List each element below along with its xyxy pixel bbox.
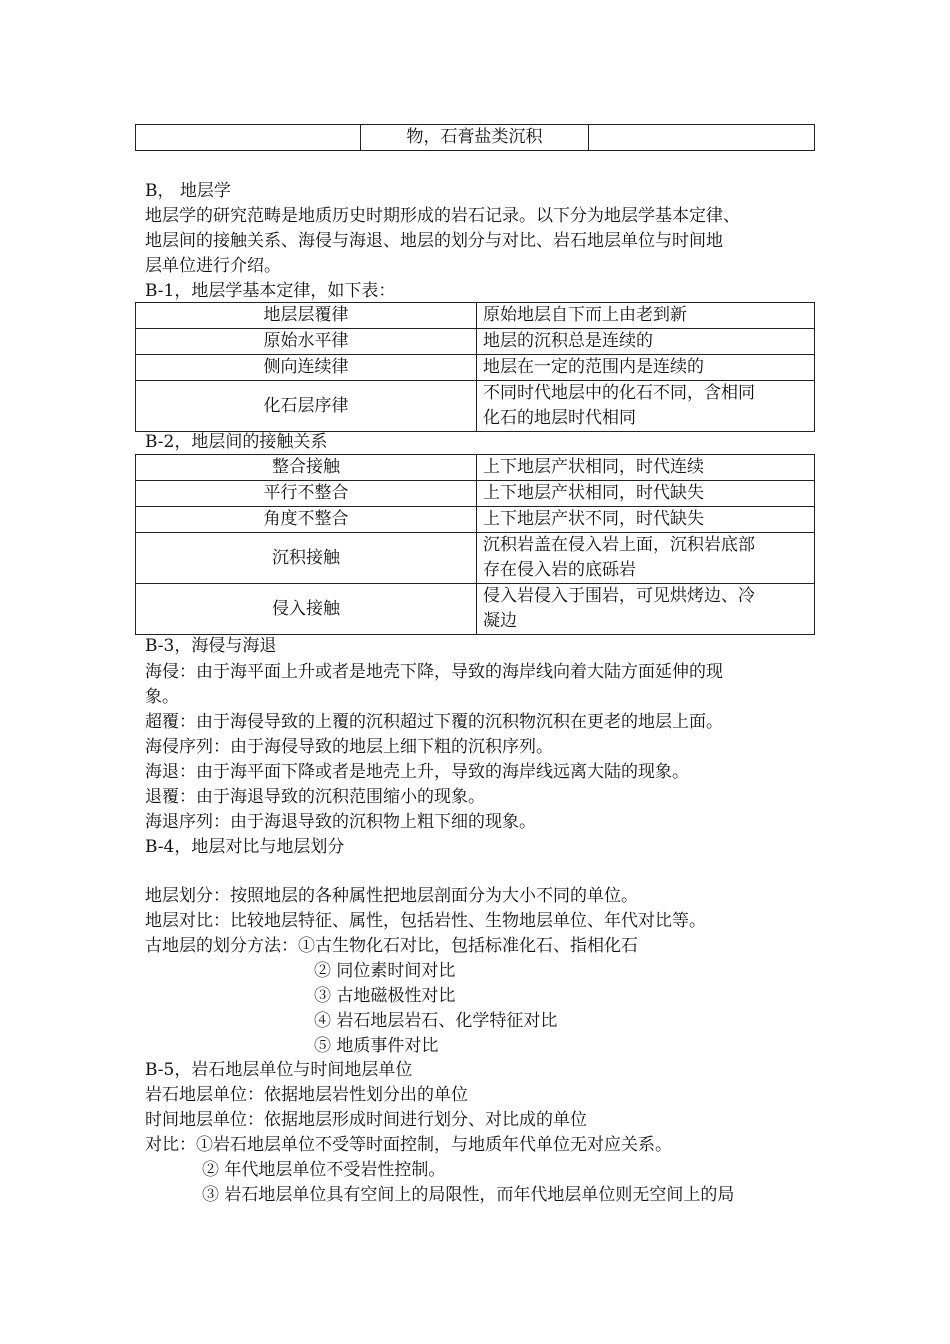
paragraph-line: 古地层的划分方法：①古生物化石对比，包括标准化石、指相化石 [145,936,638,956]
law-name: 地层层覆律 [136,303,477,329]
section-heading: B-4，地层对比与地层划分 [145,837,345,857]
table-cell [588,125,814,151]
contact-desc: 上下地层产状不同，时代缺失 [477,507,815,533]
paragraph-line: 退覆：由于海退导致的沉积范围缩小的现象。 [145,787,485,807]
section-heading: B-1，地层学基本定律，如下表： [145,281,396,301]
paragraph-line: 海侵序列：由于海侵导致的地层上细下粗的沉积序列。 [145,737,553,757]
paragraph-line: 地层间的接触关系、海侵与海退、地层的划分与对比、岩石地层单位与时间地 [145,231,723,251]
contact-desc: 上下地层产状相同，时代缺失 [477,481,815,507]
method-item: ② 同位素时间对比 [314,961,456,981]
paragraph-line: 海侵：由于海平面上升或者是地壳下降，导致的海岸线向着大陆方面延伸的现 [145,662,723,682]
contact-name: 整合接触 [136,455,477,481]
contact-name: 平行不整合 [136,481,477,507]
method-item: ③ 古地磁极性对比 [314,986,456,1006]
law-name: 原始水平律 [136,329,477,355]
law-name: 化石层序律 [136,381,477,432]
contacts-table [135,454,815,635]
paragraph-line: 层单位进行介绍。 [145,256,281,276]
paragraph-line: 海退：由于海平面下降或者是地壳上升，导致的海岸线远离大陆的现象。 [145,762,689,782]
top-table [135,124,815,151]
contact-desc-line: 侵入岩侵入于围岩，可见烘烤边、冷 [483,586,755,606]
section-heading: B-2，地层间的接触关系 [145,432,328,452]
law-desc [477,381,815,432]
paragraph-line: 地层对比：比较地层特征、属性，包括岩性、生物地层单位、年代对比等。 [145,911,706,931]
paragraph-line: 象。 [145,687,179,707]
law-desc: 地层在一定的范围内是连续的 [477,355,815,381]
law-name: 侧向连续律 [136,355,477,381]
paragraph-line: 时间地层单位：依据地层形成时间进行划分、对比成的单位 [145,1110,587,1130]
contact-name: 沉积接触 [136,533,477,584]
table-cell: 物，石膏盐类沉积 [361,125,588,151]
law-desc-line: 化石的地层时代相同 [483,408,636,428]
contact-name: 角度不整合 [136,507,477,533]
section-heading: B-3，海侵与海退 [145,636,277,656]
contact-desc-line: 沉积岩盖在侵入岩上面，沉积岩底部 [483,535,755,555]
section-heading: B-5，岩石地层单位与时间地层单位 [145,1060,413,1080]
paragraph-line: 超覆：由于海侵导致的上覆的沉积超过下覆的沉积物沉积在更老的地层上面。 [145,712,723,732]
paragraph-line: 地层划分：按照地层的各种属性把地层剖面分为大小不同的单位。 [145,886,638,906]
method-item: ⑤ 地质事件对比 [314,1036,439,1056]
contact-desc-line: 凝边 [483,611,517,631]
paragraph-line: 地层学的研究范畴是地质历史时期形成的岩石记录。以下分为地层学基本定律、 [145,206,740,226]
contact-desc: 上下地层产状相同，时代连续 [477,455,815,481]
section-heading: B， 地层学 [145,181,231,201]
comparison-item: ② 年代地层单位不受岩性控制。 [202,1160,446,1180]
law-desc: 原始地层自下而上由老到新 [477,303,815,329]
table-cell [136,125,361,151]
method-item: ④ 岩石地层岩石、化学特征对比 [314,1011,558,1031]
laws-table [135,302,815,432]
paragraph-line: 对比：①岩石地层单位不受等时面控制，与地质年代单位无对应关系。 [145,1135,672,1155]
law-desc: 地层的沉积总是连续的 [477,329,815,355]
paragraph-line: 海退序列：由于海退导致的沉积物上粗下细的现象。 [145,812,536,832]
contact-desc-line: 存在侵入岩的底砾岩 [483,560,636,580]
comparison-item: ③ 岩石地层单位具有空间上的局限性，而年代地层单位则无空间上的局 [202,1185,735,1205]
paragraph-line: 岩石地层单位：依据地层岩性划分出的单位 [145,1085,468,1105]
contact-desc [477,533,815,584]
law-desc-line: 不同时代地层中的化石不同，含相同 [483,383,755,403]
contact-desc [477,584,815,635]
contact-name: 侵入接触 [136,584,477,635]
